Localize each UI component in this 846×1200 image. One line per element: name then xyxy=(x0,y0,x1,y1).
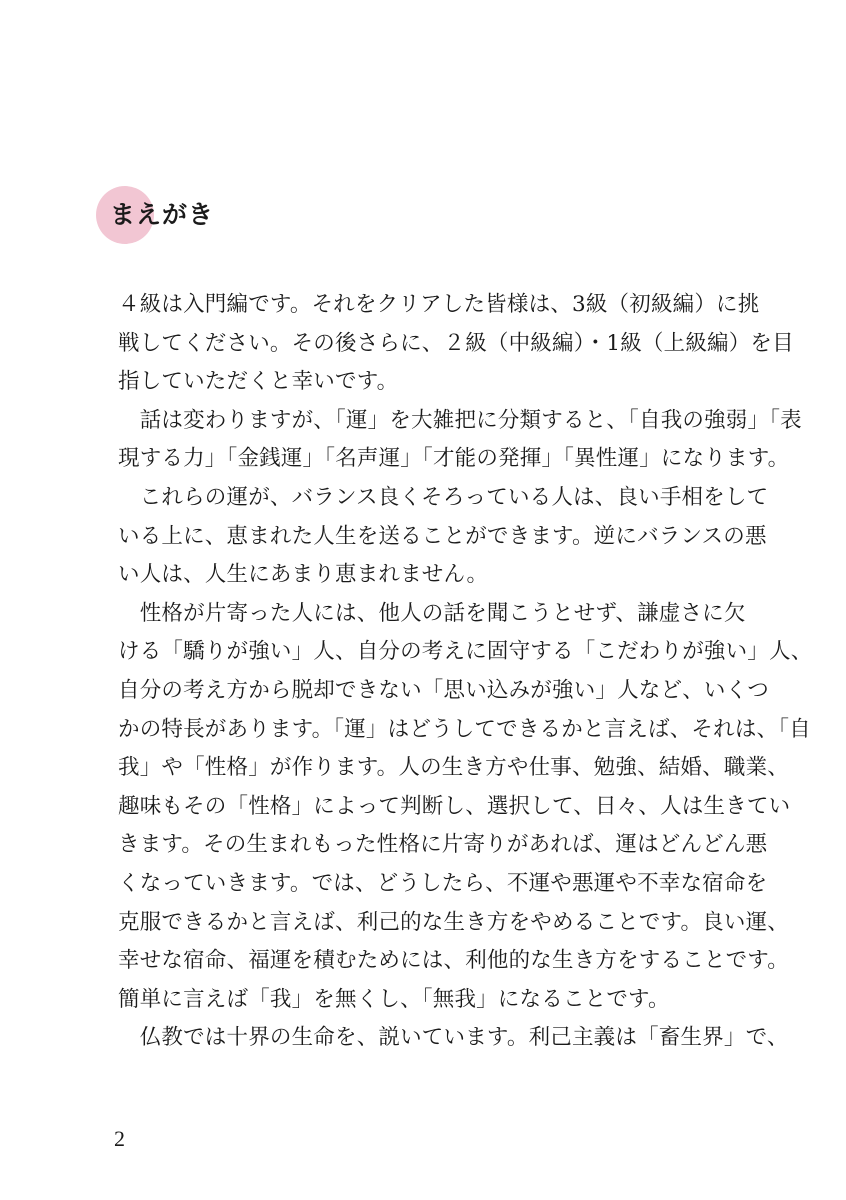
text-line: 自分の考え方から脱却できない「思い込みが強い」人など、いくつ xyxy=(118,677,770,703)
text-line: 簡単に言えば「我」を無くし、「無我」になることです。 xyxy=(118,986,670,1012)
text-line: い人は、人生にあまり恵まれません。 xyxy=(118,562,489,588)
text-line: かの特長があります。「運」はどうしてできるかと言えば、それは、「自 xyxy=(118,716,811,742)
text-line: 我」や「性格」が作ります。人の生き方や仕事、勉強、結婚、職業、 xyxy=(118,755,789,781)
text-line: 指していただくと幸いです。 xyxy=(118,369,399,395)
text-line: 戦してください。その後さらに、２級（中級編）・1級（上級編）を目 xyxy=(118,330,794,356)
text-line: きます。その生まれもった性格に片寄りがあれば、運はどんどん悪 xyxy=(118,832,768,858)
text-line: 幸せな宿命、福運を積むためには、利他的な生き方をすることです。 xyxy=(118,948,789,974)
section-title: まえがき xyxy=(110,200,215,229)
body-text xyxy=(118,286,813,1058)
text-line: 話は変わりますが、「運」を大雑把に分類すると、「自我の強弱」「表 xyxy=(118,407,802,433)
text-line: ４級は入門編です。それをクリアした皆様は、3級（初級編）に挑 xyxy=(118,292,760,317)
text-line: 克服できるかと言えば、利己的な生き方をやめることです。良い運、 xyxy=(118,909,789,935)
text-line: ける「驕りが強い」人、自分の考えに固守する「こだわりが強い」人、 xyxy=(118,639,813,665)
text-line: いる上に、恵まれた人生を送ることができます。逆にバランスの悪 xyxy=(118,523,767,549)
text-line: 趣味もその「性格」によって判断し、選択して、日々、人は生きてい xyxy=(118,793,791,819)
page-number: 2 xyxy=(114,1126,125,1151)
text-line: 仏教では十界の生命を、説いています。利己主義は「畜生界」で、 xyxy=(118,1025,789,1051)
text-line: これらの運が、バランス良くそろっている人は、良い手相をして xyxy=(118,484,769,510)
text-line: 現する力」「金銭運」「名声運」「才能の発揮」「異性運」になります。 xyxy=(118,446,790,472)
text-line: くなっていきます。では、どうしたら、不運や悪運や不幸な宿命を xyxy=(118,870,768,896)
text-line: 性格が片寄った人には、他人の話を聞こうとせず、謙虚さに欠 xyxy=(118,600,746,626)
